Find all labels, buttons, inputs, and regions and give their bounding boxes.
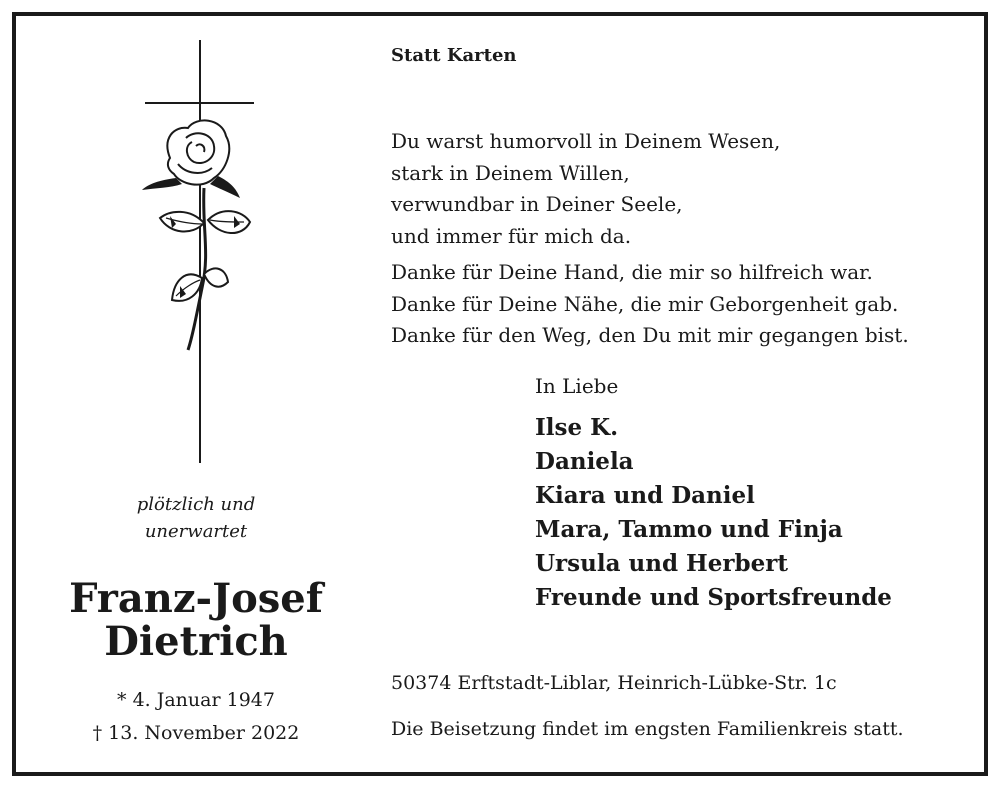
thanks-line: Danke für Deine Hand, die mir so hilfreich war. (391, 260, 873, 284)
funeral-note: Die Beisetzung findet im engsten Familienkreis statt. (391, 718, 904, 740)
mourner-name: Mara, Tammo und Finja (535, 516, 843, 543)
life-dates (71, 684, 321, 750)
mourner-name: Ursula und Herbert (535, 550, 788, 577)
poem (391, 126, 780, 252)
mourner-name: Ilse K. (535, 414, 619, 441)
mourners-list (535, 411, 892, 615)
thanks-verse (391, 257, 909, 352)
poem-line: Du warst humorvoll in Deinem Wesen, (391, 129, 781, 153)
poem-line: verwundbar in Deiner Seele, (391, 192, 683, 216)
cross-with-rose-icon (130, 38, 260, 468)
notice-header: Statt Karten (391, 45, 517, 66)
subtitle-line: unerwartet (144, 521, 248, 542)
death-date: † 13. November 2022 (92, 722, 300, 744)
deceased-last-name: Dietrich (104, 618, 288, 665)
birth-date: * 4. Januar 1947 (117, 689, 275, 711)
poem-line: stark in Deinem Willen, (391, 160, 630, 185)
deceased-first-name: Franz-Josef (69, 575, 323, 622)
mourner-name: Daniela (535, 448, 634, 475)
death-circumstance (86, 491, 306, 545)
family-address: 50374 Erftstadt-Liblar, Heinrich-Lübke-Str. 1c (391, 672, 837, 694)
poem-line: und immer für mich da. (391, 223, 632, 248)
subtitle-line: plötzlich und (136, 494, 256, 515)
mourners-intro: In Liebe (535, 374, 619, 398)
thanks-line: Danke für den Weg, den Du mit mir gegangen bist. (391, 323, 909, 347)
deceased-name (51, 577, 341, 663)
mourner-name: Kiara und Daniel (535, 482, 755, 509)
thanks-line: Danke für Deine Nähe, die mir Geborgenheit gab. (391, 291, 899, 316)
mourner-name: Freunde und Sportsfreunde (535, 584, 892, 611)
